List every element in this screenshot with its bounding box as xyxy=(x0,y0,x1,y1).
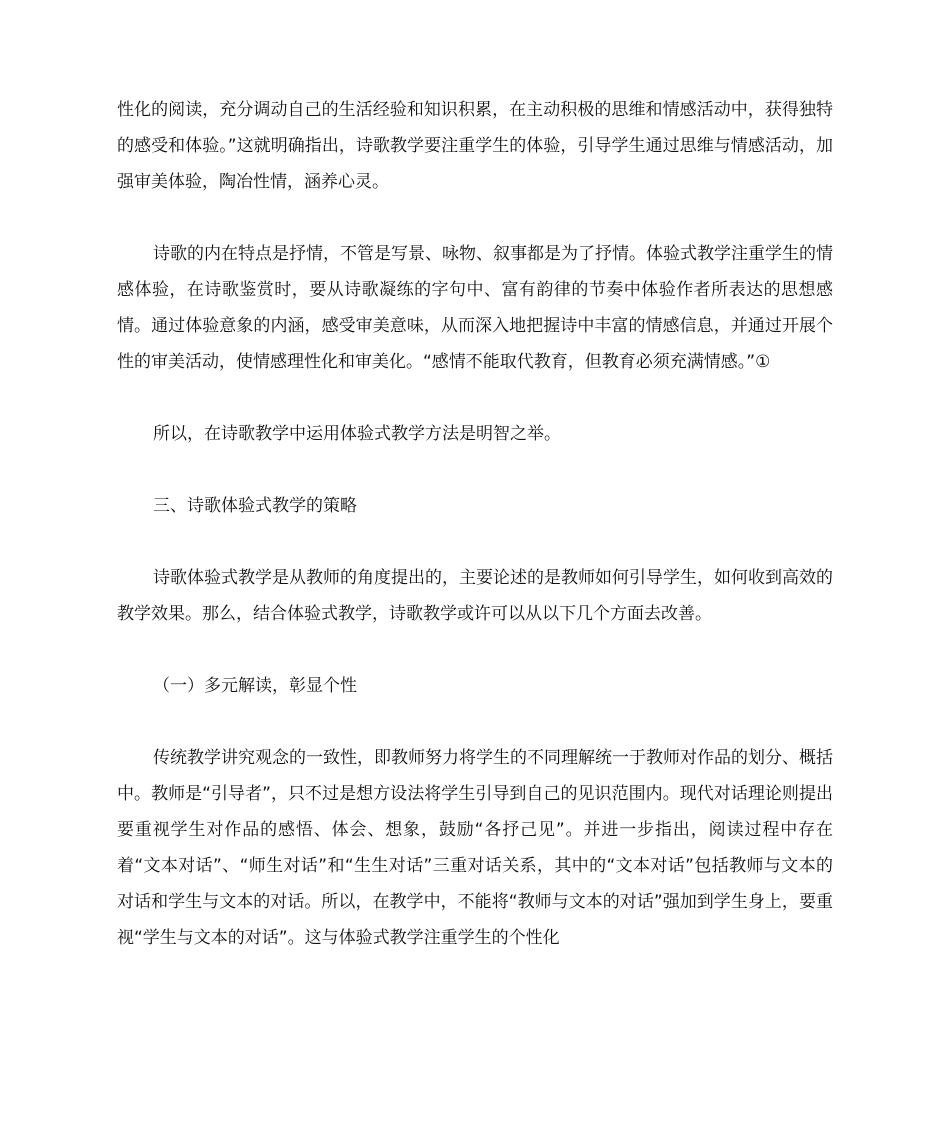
paragraph-continuation: 性化的阅读，充分调动自己的生活经验和知识积累，在主动积极的思维和情感活动中，获得独特的感受和体验。”这就明确指出，诗歌教学要注重学生的体验，引导学生通过思维与情感活动，加强审美体验，陶冶性情，涵养心灵。 xyxy=(117,100,833,192)
paragraph-strategy-intro: 诗歌体验式教学是从教师的角度提出的，主要论述的是教师如何引导学生，如何收到高效的教学效果。那么，结合体验式教学，诗歌教学或许可以从以下几个方面去改善。 xyxy=(117,568,833,624)
paragraph-lyric-nature: 诗歌的内在特点是抒情，不管是写景、咏物、叙事都是为了抒情。体验式教学注重学生的情感体验，在诗歌鉴赏时，要从诗歌凝练的字句中、富有韵律的节奏中体验作者所表达的思想感情。通过体验意象的内涵，感受审美意味，从而深入地把握诗中丰富的情感信息，并通过开展个性的审美活动，使情感理性化和审美化。“感情不能取代教育，但教育必须充满情感。”① xyxy=(117,244,833,372)
document-body xyxy=(117,92,833,992)
paragraph-multiple-readings: 传统教学讲究观念的一致性，即教师努力将学生的不同理解统一于教师对作品的划分、概括中。教师是“引导者”，只不过是想方设法将学生引导到自己的见识范围内。现代对话理论则提出要重视学生对作品的感悟、体会、想象，鼓励“各抒己见”。并进一步指出，阅读过程中存在着“文本对话”、“师生对话”和“生生对话”三重对话关系，其中的“文本对话”包括教师与文本的对话和学生与文本的对话。所以，在教学中，不能将“教师与文本的对话”强加到学生身上，要重视“学生与文本的对话”。这与体验式教学注重学生的个性化 xyxy=(117,748,833,948)
paragraph-conclusion: 所以，在诗歌教学中运用体验式教学方法是明智之举。 xyxy=(153,424,561,444)
subsection-heading: （一）多元解读，彰显个性 xyxy=(153,676,357,696)
section-heading: 三、诗歌体验式教学的策略 xyxy=(153,496,357,516)
